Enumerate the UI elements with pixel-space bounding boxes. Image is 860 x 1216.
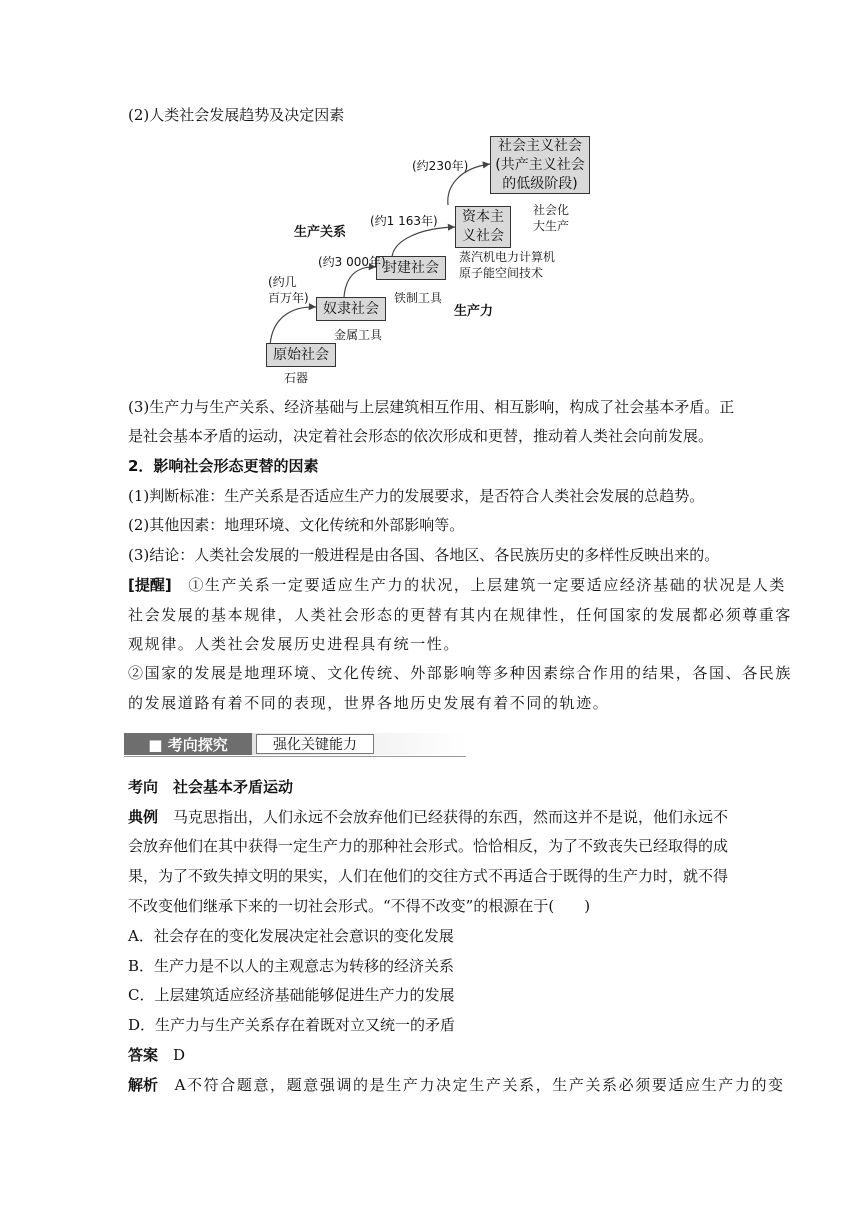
duration-slave: (约3 000年) bbox=[318, 255, 386, 269]
tip-line-4: ②国家的发展是地理环境、文化传统、外部影响等多种因素综合作用的结果，各国、各民族 bbox=[128, 664, 793, 682]
answer-value: D bbox=[173, 1046, 186, 1064]
arrow-primitive-to-slave bbox=[270, 307, 316, 346]
tip-line-5: 的发展道路有着不同的表现，世界各地历史发展有着不同的轨迹。 bbox=[128, 694, 610, 712]
example-line-1 bbox=[128, 807, 728, 827]
answer-label: 答案 bbox=[128, 1046, 159, 1064]
section-banner bbox=[124, 729, 466, 759]
tool-iron: 铁制工具 bbox=[394, 291, 443, 305]
analysis-label: 解析 bbox=[128, 1076, 159, 1094]
example-line-2: 会放弃他们在其中获得一定生产力的那种社会形式。恰恰相反，为了不致丧失已经取得的成 bbox=[128, 837, 729, 855]
example-label: 典例 bbox=[128, 808, 159, 826]
kaoxiang-heading bbox=[128, 777, 293, 797]
analysis-line bbox=[128, 1075, 785, 1095]
para3-line-2: 是社会基本矛盾的运动，决定着社会形态的依次形成和更替，推动着人类社会向前发展。 bbox=[128, 427, 714, 445]
tool-modern-tech: 蒸汽机电力计算机 原子能空间技术 bbox=[459, 250, 556, 280]
arrow-slave-to-feudal bbox=[344, 267, 376, 297]
tip-text-1: ①生产关系一定要适应生产力的状况，上层建筑一定要适应经济基础的状况是人类 bbox=[188, 576, 786, 594]
analysis-text: A不符合题意，题意强调的是生产力决定生产关系，生产关系必须要适应生产力的变 bbox=[174, 1076, 785, 1094]
para3-line-1: (3)生产力与生产关系、经济基础与上层建筑相互作用、相互影响，构成了社会基本矛盾。正 bbox=[128, 398, 735, 416]
subheading-development-trend: (2)人类社会发展趋势及决定因素 bbox=[128, 106, 345, 124]
example-line-4: 不改变他们继承下来的一切社会形式。“不得不改变”的根源在于( ) bbox=[128, 897, 591, 915]
banner-underline bbox=[124, 756, 466, 757]
banner-subtitle: 强化关键能力 bbox=[256, 734, 374, 754]
tip-line-1 bbox=[128, 575, 786, 595]
option-a: A．社会存在的变化发展决定社会意识的变化发展 bbox=[128, 927, 454, 945]
section2-title: 2．影响社会形态更替的因素 bbox=[128, 457, 319, 475]
duration-primitive: (约几 百万年) bbox=[268, 275, 309, 305]
axis-relations-of-production: 生产关系 bbox=[294, 225, 347, 240]
duration-capitalist: (约230年) bbox=[412, 159, 469, 173]
option-d: D．生产力与生产关系存在着既对立又统一的矛盾 bbox=[128, 1016, 456, 1034]
stage-feudal-society: 封建社会 bbox=[376, 256, 446, 280]
kaoxiang-label: 考向 bbox=[128, 778, 159, 796]
section2-item-2: (2)其他因素：地理环境、文化传统和外部影响等。 bbox=[128, 516, 465, 534]
section2-item-3: (3)结论：人类社会发展的一般进程是由各国、各地区、各民族历史的多样性反映出来的。 bbox=[128, 546, 720, 564]
diagram-arrows bbox=[0, 0, 860, 400]
stage-primitive-society: 原始社会 bbox=[266, 343, 336, 367]
tool-socialized-production: 社会化 大生产 bbox=[533, 203, 570, 233]
stage-capitalist-society: 资本主 义社会 bbox=[455, 206, 511, 248]
tool-metal: 金属工具 bbox=[334, 328, 383, 342]
option-b: B．生产力是不以人的主观意志为转移的经济关系 bbox=[128, 957, 455, 975]
example-line-3: 果，为了不致失掉文明的果实，人们在他们的交往方式不再适合于既得的生产力时，就不得 bbox=[128, 867, 729, 885]
answer-line bbox=[128, 1045, 185, 1065]
duration-feudal: (约1 163年) bbox=[370, 214, 438, 228]
example-text-1: 马克思指出，人们永远不会放弃他们已经获得的东西，然而这并不是说，他们永远不 bbox=[173, 808, 729, 826]
axis-productive-forces: 生产力 bbox=[454, 304, 494, 319]
tip-line-3: 观规律。人类社会发展历史进程具有统一性。 bbox=[128, 635, 461, 653]
banner-title: ■ 考向探究 bbox=[124, 733, 252, 755]
tool-stone: 石器 bbox=[284, 371, 309, 385]
kaoxiang-title: 社会基本矛盾运动 bbox=[173, 778, 294, 796]
stage-socialist-society: 社会主义社会 (共产主义社会 的低级阶段) bbox=[490, 136, 590, 194]
tip-label: [提醒] bbox=[128, 576, 172, 594]
stage-slave-society: 奴隶社会 bbox=[316, 297, 386, 321]
tip-line-2: 社会发展的基本规律，人类社会形态的更替有其内在规律性，任何国家的发展都必须尊重客 bbox=[128, 606, 793, 624]
option-c: C．上层建筑适应经济基础能够促进生产力的发展 bbox=[128, 986, 455, 1004]
section2-item-1: (1)判断标准：生产关系是否适应生产力的发展要求，是否符合人类社会发展的总趋势。 bbox=[128, 487, 705, 505]
arrow-feudal-to-capitalist bbox=[392, 227, 455, 257]
